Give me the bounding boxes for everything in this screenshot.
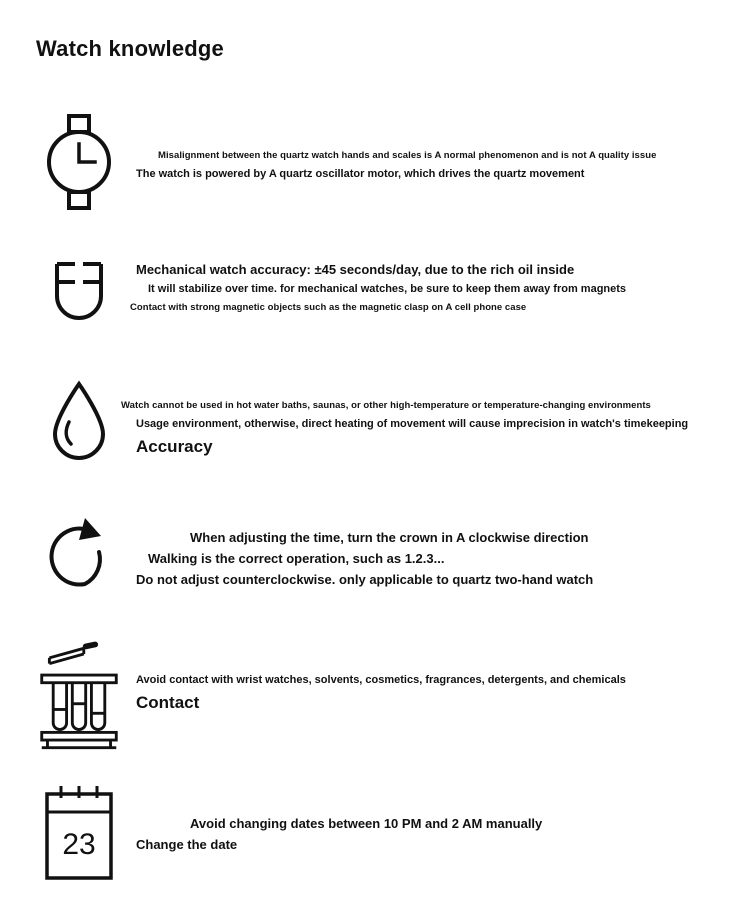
text-line: Avoid changing dates between 10 PM and 2 AM manually (190, 816, 543, 831)
text-line: Change the date (136, 837, 238, 852)
watch-icon (36, 112, 122, 212)
text-line: The watch is powered by A quartz oscillator motor, which drives the quartz movement (136, 168, 585, 180)
water-drop-icon (36, 378, 122, 468)
section-text (130, 262, 740, 320)
section-text (130, 816, 740, 858)
calendar-icon (36, 782, 122, 892)
text-line: When adjusting the time, turn the crown in A clockwise direction (190, 530, 589, 545)
magnet-icon (36, 252, 122, 336)
section-text (130, 530, 740, 593)
text-line: Mechanical watch accuracy: ±45 seconds/day, due to the rich oil inside (136, 262, 575, 277)
text-line: Misalignment between the quartz watch hands and scales is A normal phenomenon and is not A quality issue (158, 150, 657, 161)
text-line: Avoid contact with wrist watches, solvents, cosmetics, fragrances, detergents, and chemicals (136, 674, 626, 686)
text-line: Watch cannot be used in hot water baths, saunas, or other high-temperature or temperature-changing environments (121, 400, 651, 411)
section-text (121, 400, 740, 461)
calendar-day: 23 (62, 828, 96, 861)
test-tube-rack-icon (36, 640, 122, 756)
text-line: Usage environment, otherwise, direct heating of movement will cause imprecision in watch's timekeeping (136, 418, 689, 430)
page-title: Watch knowledge (36, 36, 224, 61)
text-line: Walking is the correct operation, such as 1.2.3... (148, 551, 445, 566)
clockwise-arrow-icon (36, 512, 122, 602)
section-heading: Accuracy (136, 437, 213, 456)
text-line: It will stabilize over time. for mechanical watches, be sure to keep them away from magnets (148, 283, 627, 295)
section-heading: Contact (136, 693, 200, 712)
text-line: Contact with strong magnetic objects such as the magnetic clasp on A cell phone case (130, 302, 527, 313)
section-text (130, 674, 740, 717)
section-text (130, 150, 740, 187)
text-line: Do not adjust counterclockwise. only applicable to quartz two-hand watch (136, 572, 594, 587)
